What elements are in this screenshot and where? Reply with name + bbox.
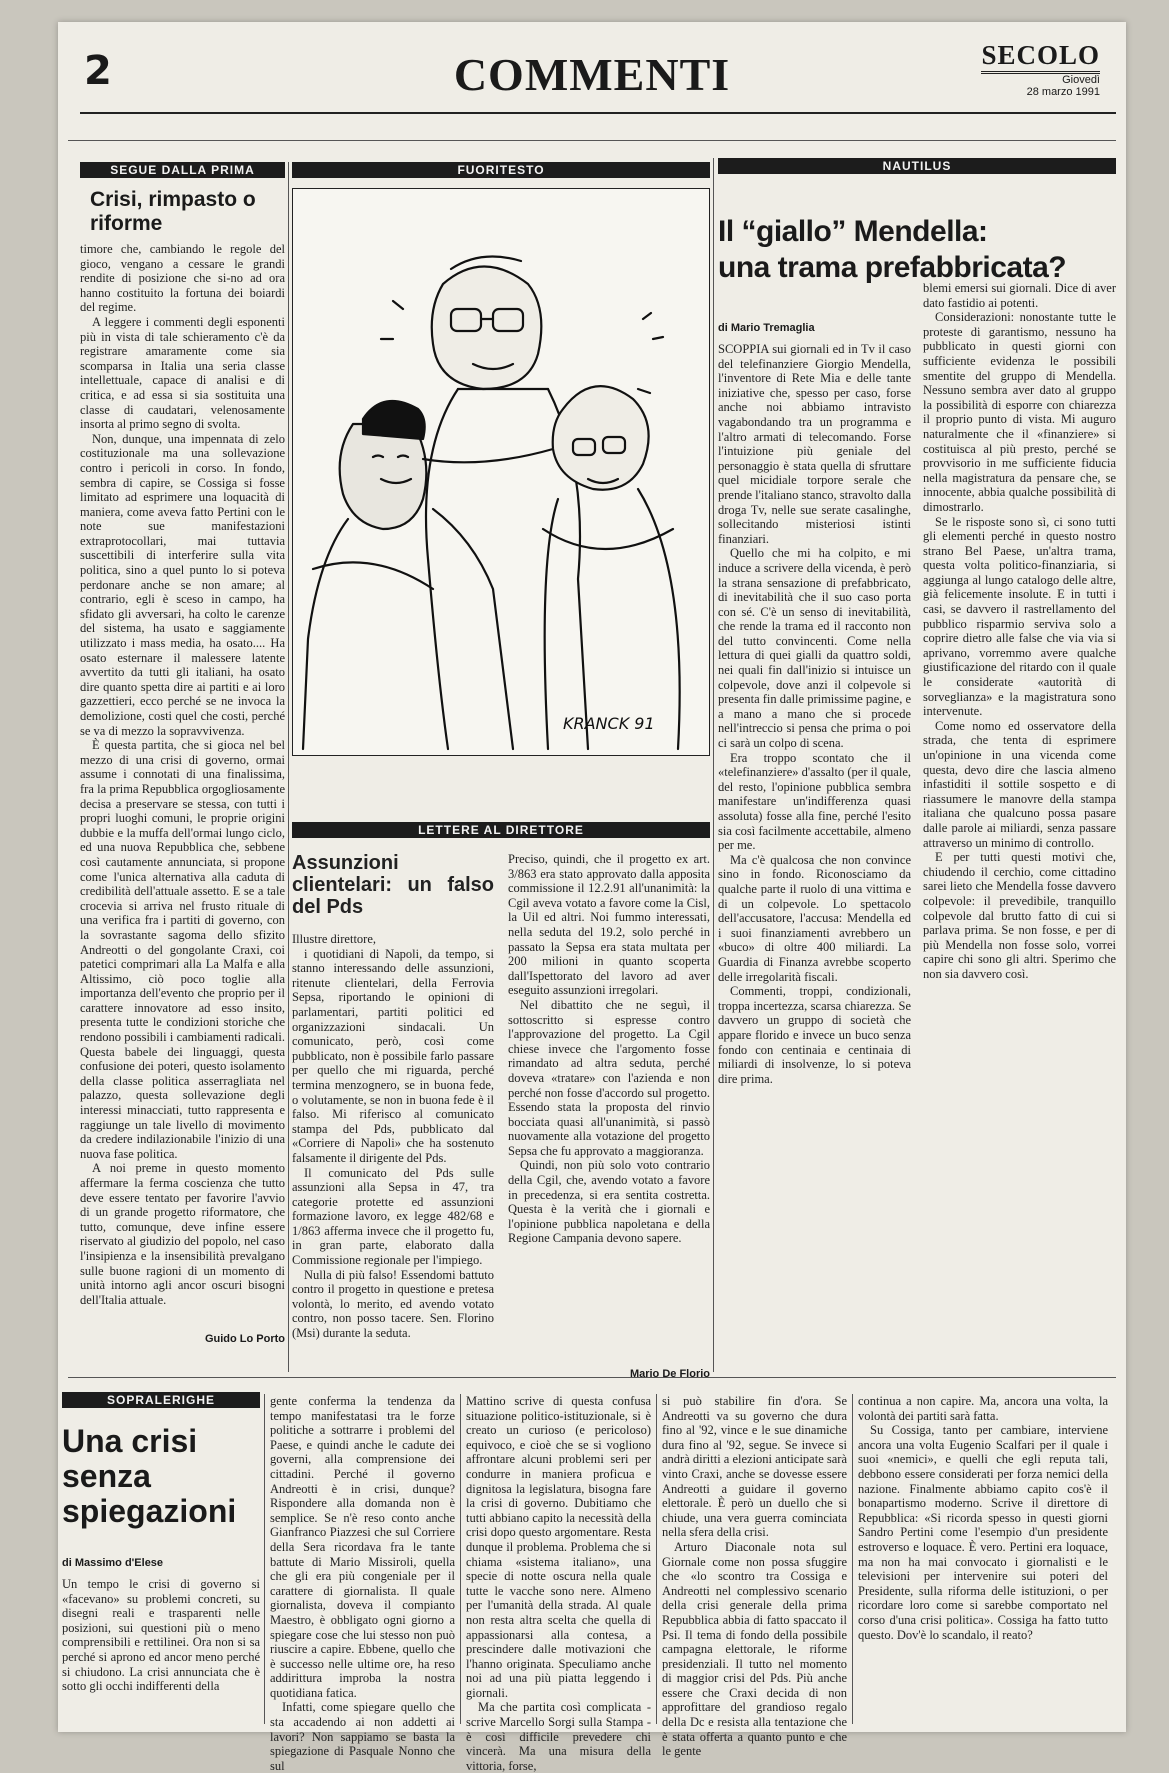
paragraph: Nulla di più falso! Essendomi battuto contro il progetto in questione e pretesa volontà, lo merito, ed avendo votato contro, non posso tacere. Sen. Florino (Msi) durante la seduta.: [292, 1267, 494, 1341]
article-title: [718, 214, 1116, 286]
newspaper-page: [58, 22, 1126, 1773]
paragraph: Ma c'è qualcosa che non convince sino in fondo. Riconosciamo da qualche parte il ruolo di una vittima e di un colpevole. Lo spettacolo dell'accusatore, l'accusa: Mendella ed i suoi finanziamenti avrebbero un «buco» di oltre 400 miliardi. La Guardia di Finanza avrebbe scoperto delle irregolarità fiscali.: [718, 852, 911, 984]
article-title: Una crisi senza spiegazioni: [62, 1423, 237, 1529]
letter-column: [292, 852, 494, 1392]
letters-columns: [292, 852, 710, 1392]
paragraph: E per tutti questi motivi che, chiudendo il cerchio, come cittadino sarei lieto che Mendella fosse davvero colpevole: il prevedibile, tranquillo colpevole dal brutto fatto di cui si parlava prima. Se non fosse, e per di più Mendella non fosse solo, vorrei capire chi sono gli altri. Sperimo che non sia davvero così.: [923, 850, 1116, 981]
paragraph: Quindi, non più solo voto contrario della Cgil, che, avendo votato a favore in precedenza, si era sentita costretta. Questa è la verità che i giornali e l'opinione pubblica napoletana e della Regione Campania devono sapere.: [508, 1158, 710, 1246]
page-number: 2: [84, 48, 112, 94]
article-column: [466, 1394, 651, 1773]
paragraph: timore che, cambiando le regole del gioco, vengano a cessare le grandi rendite di posizione che si-no ad ora hanno costituito la fortuna dei boiardi del regime.: [80, 242, 285, 315]
column-rule: [264, 1394, 265, 1724]
title-line: una trama prefabbricata?: [718, 251, 1067, 284]
paragraph: Se le risposte sono sì, ci sono tutti gli elementi perché in questo nostro strano Bel Paese, un'altra trama, questa volta politico-finanziaria, si aggiunga al lungo catalogo delle altre, già felicemente insolute. E in tutti i casi, se davvero il rastrellamento del pubblico risparmio serviva solo a coprire dietro alle false che via via si aprivano, vorremmo avere qualche giustificazione del ritardo con il quale le considerate «autorità di sorveglianza» e la magistratura sono intervenute.: [923, 514, 1116, 719]
column-rule: [852, 1394, 853, 1724]
header-rule: [80, 112, 1116, 114]
cartoon-section: [292, 162, 710, 756]
paragraph: Come nomo ed osservatore della strada, che tenta di esprimere un'opinione in una vicenda come questa, devo dire che lascia almeno infastiditi il sottile sospetto e di riassumere le manovre della stampa italiana che qualcuno possa pasare dalle parole ai miliardi, senza passare attraverso un minimo di controllo.: [923, 718, 1116, 850]
section-label: FUORITESTO: [292, 162, 710, 178]
article-title: Crisi, rimpasto o riforme: [90, 188, 256, 235]
section-label: LETTERE AL DIRETTORE: [292, 822, 710, 838]
article-body: [62, 1577, 260, 1692]
paragraph: Arturo Diaconale nota sul Giornale come non possa sfuggire che «lo scontro tra Cossiga e Andreotti nel complessivo scenario della crisi generale della prima Repubblica abbia di fatto spaccato il Psi. Il tema di fondo della possibile campagna elettorale, le riforme presidenziali. Il tutto nel momento di maggior crisi del Pds. Più anche essere che Craxi decida di non approfittare del grandioso regalo della Dc e resista alla tentazione che è stata offerta a quanto punto e che le gente: [662, 1539, 847, 1759]
nautilus-article: [718, 158, 1116, 1356]
title-line: Il “giallo” Mendella:: [718, 215, 988, 248]
paragraph: Infatti, come spiegare quello che sta accadendo ai non addetti ai lavori? Non sappiamo se basta la spiegazione di Pasquale Nonno che sul: [270, 1700, 455, 1773]
article-column: [718, 316, 911, 1356]
byline: di Massimo d'Elese: [62, 1557, 164, 1569]
article-column: [270, 1394, 455, 1773]
paragraph: Il comunicato del Pds sulle assunzioni alla Sepsa in 47, tra categorie protette ed assunzioni formazione lavoro, ex legge 482/68 e 1/863 afferma invece che il progetto fu, in gran parte, elaborato dalla Commissione regionale per l'impiego.: [292, 1165, 494, 1268]
masthead-name: SECOLO: [981, 40, 1100, 74]
paragraph: continua a non capire. Ma, ancora una volta, la volontà dei partiti sarà fatta.: [858, 1394, 1108, 1423]
column-rule: [656, 1394, 657, 1724]
section-label: SOPRALERIGHE: [62, 1392, 260, 1408]
letter-body: [508, 852, 710, 1362]
lead-editorial: [80, 162, 285, 1345]
sopraleriche-article: [62, 1392, 260, 1692]
masthead-day: Giovedì: [1062, 74, 1100, 86]
paragraph: blemi emersi sui giornali. Dice di aver dato fastidio ai potenti.: [923, 281, 1116, 310]
paragraph: Mattino scrive di questa confusa situazione politico-istituzionale, si è creato un curioso (e pericoloso) equivoco, e cioè che se si vogliono affrontare alcuni problemi seri per condurre in maniera proficua e dignitosa la legislatura, bisogna fare la crisi di governo. Dubitiamo che tutti abbiano capito la necessità della crisi dopo questo argomentare. Resta dunque il problema. Problema che si chiama «sistema italiano», una specie di notte oscura nella quale tutte le vacche sono nere. Almeno per l'umanità della strada. Al quale non resta altra scelta che quella di appassionarsi alla contesa, a prescindere dalle motivazioni che l'hanno originata. Speculiamo anche noi ad una più piatta leggendo i giornali.: [466, 1394, 651, 1700]
paragraph: Preciso, quindi, che il progetto ex art. 3/863 era stato approvato dalla apposita commissione il 12.2.91 all'unanimità: la Cgil aveva votato a favore come la Cisl, la Uil ed altri. Noi fummo interessati, nella seduta del 19.2, solo perché in passato la Sepsa era stata multata per 200 milioni in quanto scoperta dall'Ispettorato del lavoro ad aver eseguito assunzioni irregolari.: [508, 852, 710, 998]
cartoon-illustration: [292, 188, 710, 756]
letter-column: [508, 852, 710, 1392]
top-frame-rule: [68, 140, 1116, 141]
paragraph: A noi preme in questo momento affermare la ferma coscienza che tutto deve essere tentato per favorire l'avvio di un grande progetto riformatore, che tutto, comunque, deve infine essere riservato al giudizio del popolo, nel caso l'insipienza e la insensibilità prevalgano sulle buone ragioni di un momento di unità intorno agli ancor oscuri bisogni dell'Italia attuale.: [80, 1161, 285, 1307]
article-columns: [718, 281, 1116, 1356]
section-label: NAUTILUS: [718, 158, 1116, 174]
column-rule: [460, 1394, 461, 1724]
paragraph: Illustre direttore,: [292, 932, 376, 946]
paragraph: Un tempo le crisi di governo si «facevano» su problemi concreti, su disegni reali e trasparenti nelle posizioni, sui questioni più o meno comprensibili e rettilinei. Ora non si sa perché si aprono ed ancor meno perché si chiudono. La crisi annunciata che è sotto gli occhi indifferenti della: [62, 1577, 260, 1694]
paragraph: Era troppo scontato che il «telefinanziere» d'assalto (per il quale, del resto, l'opinione pubblica sembra manifestare un'indifferenza quasi assoluta) fosse alla fine, perché l'esito sia così facilmente accettabile, almeno per me.: [718, 750, 911, 853]
column-rule: [288, 162, 289, 1372]
letters-section: [292, 822, 710, 1392]
cartoon-drawing: [293, 189, 711, 757]
paragraph: Commenti, troppi, condizionali, troppa incertezza, scarsa chiarezza. Se davvero un gruppo di società che appare florido e invece un buco senza fondo con centinaia e centinaia di miliardi di insolvenze, lo si poteva dire prima.: [718, 984, 911, 1086]
article-column: [662, 1394, 847, 1759]
letter-signature: Mario De Florio: [629, 1368, 710, 1380]
paragraph: Nel dibattito che ne seguì, il sottoscritto si espresse contro l'approvazione del progetto. La Cgil chiese invece che l'argomento fosse rimandato ad altra seduta, perché doveva «tratare» con l'azienda e non perché non fosse d'accordo sul progetto. Essendo stata la proposta del rinvio bocciata quasi all'unanimità, si passò nuovamente alla votazione del progetto Sepsa che fu approvato a maggioranza.: [508, 997, 710, 1158]
letter-title: Assunzioni clientelari: un falso del Pds: [292, 852, 494, 918]
paragraph: Ma che partita così complicata - scrive Marcello Sorgi sulla Stampa - è così difficile prevedere chi vincerà. Ma una misura della vittoria, forse,: [466, 1700, 651, 1773]
paragraph: i quotidiani di Napoli, da tempo, si stanno interessando delle assunzioni, ritenute clientelari, della Ferrovia Sepsa, riportando le opinioni di parlamentari, partiti politici ed organizzazioni sindacali. Un comunicato, però, così come pubblicato, non è possibile farlo passare per quello che mi riguarda, perché termina menzognero, se in buona fede, o volutamente, se non in buona fede è il falso. Mi riferisco al comunicato stampa del Pds, pubblicato dal «Corriere di Napoli» che ha sostenuto falsamente il dirigente del Pds.: [292, 946, 494, 1165]
cartoonist-signature: KRANCK 91: [563, 714, 655, 733]
paragraph: Quello che mi ha colpito, e mi induce a scrivere della vicenda, è però la strana sensazione di prefabbricato, di inevitabilità che il suo caso porta con sé. C'è un senso di inevitabilità, che rende la trama ed il racconto non del tutto convincenti. Come nella lettura di quei gialli da quattro soldi, nei quali fin dall'inizio si intuisce un colpevole, dove anzi il colpevole si presenta fin dalle primissime pagine, e a mano a mano che si procede nell'intreccio si pensa che prima o poi ci sarà un colpo di scena.: [718, 546, 911, 751]
article-body: [718, 342, 911, 1287]
author-signature: Guido Lo Porto: [204, 1333, 285, 1345]
paragraph: Su Cossiga, tanto per cambiare, interviene ancora una volta Eugenio Scalfari per il quale i suoi «nemici», e quelli che egli reputa tali, debbono essere considerati per forza nemici della nazione. Finalmente abbiamo capito cos'è il bonapartismo moderno. Scrive il direttore di Repubblica: «Si ricorda spesso in questi giorni Sandro Pertini come l'esempio d'un presidente estroverso e loquace. È vero. Pertini era loquace, ma non ha mai convocato i giornalisti e le televisioni per intervenire sui poteri del Presidente, sulla riforma delle istituzioni, o per ricordare loro come si sarebbe comportato nel corso d'una crisi politica». Cossiga ha fatto tutto questo. Dov'è lo scandalo, il reato?: [858, 1423, 1108, 1642]
article-column: [858, 1394, 1108, 1724]
paragraph: È questa partita, che si gioca nel bel mezzo di una crisi di governo, ormai assume i connotati di una finalissima, fra la prima Repubblica orgogliosamente decisa a preservare se stessa, con tutti i propri luoghi comuni, le proprie origini dubbie e la muffa dell'ormai lungo ciclo, ed una nuova Repubblica che, sebbene così cautamente annunciata, si propone come l'unica alternativa alla caduta di credibilità dell'attuale assetto. E se a tale crocevia si arriva nel frusto rituale di una verifica fra i partiti di governo, con la sovrastante sagoma dello sfizito Andreotti o del gongolante Craxi, coi patetici comprimari alla La Malfa e alla Altissimo, ciò poco toglie alla importanza dell'evento che proprio per il carattere innovatore ad esso insito, presenta tutte le condizioni storiche che rendono possibili i cambiamenti radicali. Questa babele dei linguaggi, questa confusione dei poteri, questo isolamento della classe politica asserragliata nel palazzo, questa sollevazione degli interessi minacciati, tutto rappresenta e raggiunge un tale livello di movimento da credere indilazionabile l'inizio di una nuova fase politica.: [80, 738, 285, 1161]
article-column: [923, 281, 1116, 1356]
paragraph: si può stabilire fin d'ora. Se Andreotti va su governo che dura fino al '92, vince e le sue dinamiche dura fino al '92, segue. Se invece si andrà diritti a elezioni anticipate sarà vinto Craxi, anche se dovesse essere Andreotti a guidare il governo elettorale. È però un duello che si chiude, una vera guerra cominciata nella sfera della crisi.: [662, 1394, 847, 1540]
paragraph: gente conferma la tendenza da tempo manifestatasi tra le forze politiche a sottrarre i problemi del Paese, e quindi anche le cadute dei governi, alla comprensione dei cittadini. Perché il governo Andreotti è in crisi, dunque? Rispondere alla domanda non è semplice. Se n'è reso conto anche Gianfranco Piazzesi che sul Corriere della Sera ricordava fra le tante battute di Mario Missiroli, quella che gli era più congeniale per il carattere di giornalista. Il quale giornalista, doveva il compianto Maestro, è obbligato ogni giorno a spiegare cose che lui stesso non può riuscire a capire. Ebbene, quello che è successo nelle ultime ore, ha reso addirittura improba la nostra quotidiana fatica.: [270, 1394, 455, 1700]
byline: di Mario Tremaglia: [718, 322, 815, 334]
paragraph: Non, dunque, una impennata di zelo costituzionale ma una sollevazione contro i pericoli in corso. In fondo, sembra di capire, se Cossiga si fosse limitato ad esprimere una loquacità di maniera, come aveva fatto Pertini con le note sue manifestazioni extraprotocollari, mai tuttavia suscettibili di interferire sulla vita politica, sino a quel punto lo si poteva perdonare anche se non amare; al contrario, egli è sceso in campo, ha sfidato gli avversari, ha colto le carenze del sistema, ha usato e saggiamente utilizzato i mass media, ha osato.... Ha osato esternare il malessere latente avvertito da tutti gli italiani, ha osato dire quanto spetta dire ai partiti e ai loro gazzettieri, ecco perché se ne invoca la demolizione, costi quel che costi, perché se va di mezzo la sopravvivenza.: [80, 431, 285, 738]
section-label: SEGUE DALLA PRIMA: [80, 162, 285, 178]
paragraph: A leggere i commenti degli esponenti più in vista di tale schieramento c'è da registrare amaramente come sia scomparsa in Italia una seria classe intellettuale, capace di analisi e di critica, e ad essa si sia sostituita una classe di caudatari, velenosamente insorta al primo segno di svolta.: [80, 314, 285, 432]
masthead: [960, 40, 1100, 98]
paragraph: SCOPPIA sui giornali ed in Tv il caso del telefinanziere Giorgio Mendella, l'inventore di Rete Mia e delle tante iniziative che, spesso per caso, forse anche noi abbiamo intravisto vagabondando tra un programma e l'altro armati di telecomando. Forse l'intuizione più geniale del personaggio è stata quella di sfruttare quel micidiale torpore serale che prende l'italiano stanco, stravolto dalla droga Tv, nelle sue serate casalinghe, sollecitando misteriosi istinti finanziari.: [718, 342, 911, 546]
article-body: [80, 242, 285, 1327]
column-rule: [713, 158, 714, 1372]
section-title: COMMENTI: [453, 49, 731, 100]
masthead-date: 28 marzo 1991: [1026, 86, 1100, 98]
paragraph: Considerazioni: nonostante tutte le proteste di garantismo, nessuno ha pubblicato in questi giorni con sufficiente evidenza le possibili smentite del gruppo di Mendella. Nessuno sembra aver dato al gruppo la possibilità di esporre con chiarezza il proprio punto di vista. Mi auguro naturalmente che il «finanziere» si costituisca al più presto, perché se provvisorio in me sufficiente fiducia nella magistratura da pensare che, se innocente, abbia qualche possibilità di dimostrarlo.: [923, 310, 1116, 514]
